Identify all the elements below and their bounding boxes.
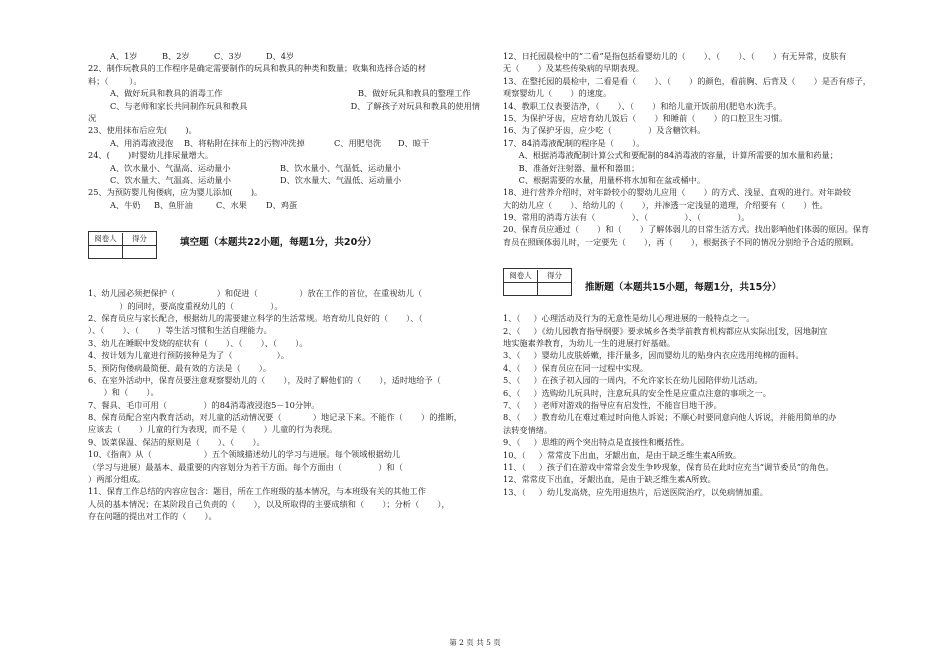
- question-text: 3、（ ）婴幼儿皮肤娇嫩，排汗量多，因而婴幼儿的贴身内衣应选用纯棉的面料。: [503, 350, 804, 361]
- option: B、饮水量小、气温低、运动量小: [280, 162, 401, 173]
- reviewer-label: 阅卷人: [504, 270, 538, 283]
- question-text: 法转变情绪。: [503, 424, 553, 435]
- question-text: 4、（ ）保育员应在同一过程中实现。: [503, 362, 649, 373]
- q21-options: [88, 50, 480, 62]
- question-text: 25、为预防婴儿佝偻病，应为婴儿添加( )。: [88, 187, 263, 198]
- q24-options-ab: [88, 162, 480, 174]
- question-text: 5、预防佝偻病最简便、最有效的方法是（ ）。: [88, 362, 272, 373]
- question-text: 2、保育员应与家长配合，根据幼儿的需要建立科学的生活常规。培育幼儿良好的（ ）、（: [88, 312, 423, 323]
- question-text: 24、( )时婴幼儿排尿量增大。: [88, 150, 214, 161]
- option: B、将粘附在抹布上的污物冲洗掉: [184, 137, 305, 148]
- page-number: 第 2 页 共 5 页: [449, 638, 501, 647]
- question-text: 料；（ ）。: [88, 75, 142, 86]
- question-text: 12、常常皮下出血，牙龈出血，是由于缺乏维生素A所致。: [503, 474, 716, 485]
- question-text: ）、（ ）、（ ）等生活习惯和生活自理能力。: [88, 325, 272, 336]
- fill-section-header: [88, 231, 480, 261]
- score-box: [88, 231, 157, 259]
- question-text: 存在问题的提出对工作的（ ）。: [88, 511, 217, 522]
- option: A、用消毒液浸泡: [110, 137, 174, 148]
- question-text: 应该去（ ）儿童的行为表现，而不是（ ）儿童的行为表现。: [88, 424, 338, 435]
- fill-questions-right: [503, 50, 907, 248]
- option: B、鱼肝油: [154, 199, 193, 210]
- judge-section-header: [503, 268, 907, 298]
- question-text: 2、（ ）《幼儿园教育指导纲要》要求城乡各类学前教育机构都应从实际出[发，因地制宜: [503, 325, 828, 336]
- question-text: 18、进行营养介绍时，对年龄较小的婴幼儿应用（ ）的方式、浅显、直观的进行。对年龄较: [503, 187, 851, 198]
- option: C、与老师和家长共同制作玩具和教具: [110, 100, 248, 111]
- question-text: 3、幼儿在睡眠中发烧的症状有（ ）、（ ）、（ ）。: [88, 337, 308, 348]
- q22-options-cd: [88, 100, 480, 112]
- option: C、饮水量大、气温高、运动量小: [110, 174, 231, 185]
- option: B、2岁: [162, 51, 190, 61]
- question-text: 大的幼儿应（ ）、给幼儿的（ ），并渗透一定浅显的道理，介绍要有（ ）性。: [503, 199, 828, 210]
- question-text: ）和（ ）。: [88, 387, 159, 398]
- score-label: 得分: [538, 270, 571, 283]
- score-box: [503, 268, 572, 296]
- reviewer-label: 阅卷人: [89, 233, 123, 246]
- q22-options-ab: [88, 87, 480, 99]
- question-text: 14、教职工仪表要洁净，（ ）、（ ）和给儿童开饭前用(肥皂水)洗手。: [503, 100, 782, 111]
- question-text: 7、（ ）老师对游戏的指导应有启发性，不能盲目地干涉。: [503, 399, 722, 410]
- option: A、1岁: [110, 51, 138, 61]
- question-text: 11、（ ）孩子们在游戏中常常会发生争吵现象，保育员在此时应充当“调节委员”的角色。: [503, 461, 834, 472]
- option: A、牛奶: [110, 199, 141, 210]
- option: C、用肥皂洗: [334, 137, 382, 148]
- option-continuation: 况: [88, 113, 97, 123]
- q25-options: [88, 199, 480, 211]
- question-text: 无（ ）及某些传染病的早期表现。: [503, 63, 645, 74]
- question-text: 17、84消毒液配制的程序是（ ）。: [503, 137, 645, 148]
- option: C、根据需要的水量，用量杯将水加和在盆或桶中。: [503, 174, 706, 185]
- question-text: 地实施素养教育，为幼儿一生的进展打好基础。: [503, 338, 675, 349]
- question-text: 10、《指南》从（ ）五个领域描述幼儿的学习与进展。每个领域根据幼儿: [88, 449, 401, 460]
- question-text: 13、在整托园的晨检中，二看是看（ ）、（ ）的颜色，看前胸、后背及（ ）是否有疹子，: [503, 75, 871, 86]
- option: C、3岁: [214, 51, 242, 61]
- question-text: 11、保育工作总结的内容应包含：题目，所在工作班级的基本情况，与本班级有关的其他工作: [88, 486, 426, 497]
- question-text: 1、幼儿园必须把保护（ ）和促进（ ）放在工作的首位，在重视幼儿（: [88, 288, 423, 299]
- question-text: 12、日托园晨检中的“二看”是指包括看婴幼儿的（ ）、（ ）、（ ）有无异常，皮肤有: [503, 51, 847, 61]
- question-text: （学习与进展）最基本、最重要的内容划分为若干方面。每个方面由（ ）和（: [88, 461, 403, 472]
- question-text: 人员的基本情况；在某阶段自己负责的（ ），以及所取得的主要成绩和（ ）；分析（ ），: [88, 498, 450, 509]
- q24-options-cd: [88, 174, 480, 186]
- question-text: 13、（ ）幼儿发高烧，应先用退热片，后送医院治疗，以免病情加重。: [503, 486, 768, 497]
- question-text: 6、（ ）选购幼儿玩具时，注意玩具的安全性是应重点注意的事项之一。: [503, 387, 771, 398]
- question-text: 4、按计划为儿童进行预防接种是为了（ ）。: [88, 350, 289, 361]
- section-title: 推断题（本题共15小题，每题1分，共15分）: [585, 282, 782, 294]
- score-label: 得分: [123, 233, 156, 246]
- option: D、了解孩子对玩具和教具的使用情: [350, 100, 480, 111]
- question-text: 6、在室外活动中，保育员要注意观察婴幼儿的（ ），及时了解他们的（ ），适时地给予（: [88, 374, 441, 385]
- question-text: ）两部分组成。: [88, 474, 146, 485]
- question-text: 观察婴幼儿（ ）的速度。: [503, 88, 612, 99]
- question-text: 15、为保护牙齿，应培育幼儿饭后（ ）和睡前（ ）的口腔卫生习惯。: [503, 112, 788, 123]
- option: B、做好玩具和教具的整理工作: [358, 88, 471, 99]
- question-text: 9、饭菜保温、保洁的原则是（ ）、（ ）。: [88, 436, 265, 447]
- question-text: ）的同时，要高度重视幼儿的（ ）。: [88, 300, 283, 311]
- option: D、饮水量大、气温低、运动量小: [280, 174, 402, 185]
- question-text: 10、（ ）常常皮下出血，牙龈出血，是由于缺乏维生素A所致。: [503, 449, 742, 460]
- option: D、鸡蛋: [266, 199, 298, 210]
- question-text: 20、保育员应通过（ ）和（ ）了解体弱儿的日常生活方式。找出影响他们体弱的原因。保育: [503, 224, 870, 235]
- question-text: 育员在照顾体弱儿时，一定要先（ ），再（ ），根据孩子不同的情况分别给予合适的照顾。: [503, 236, 859, 247]
- left-column: [88, 50, 480, 523]
- question-text: 1、（ ）心理活动及行为的无意性是幼儿心理进展的一般特点之一。: [503, 313, 755, 324]
- option: B、准备好注射器、量杯和器皿；: [503, 162, 640, 173]
- judge-questions: [503, 312, 907, 498]
- option: A、饮水量小、气温高、运动量小: [110, 162, 231, 173]
- question-text: 16、为了保护牙齿，应少吃（ ）及含糖饮料。: [503, 125, 706, 136]
- question-text: 23、使用抹布后应先( )。: [88, 125, 197, 136]
- option: C、水果: [216, 199, 247, 210]
- question-text: 9、（ ）思维的两个突出特点是直接性和概括性。: [503, 437, 690, 448]
- right-column: [503, 50, 907, 498]
- section-title: 填空题（本题共22小题，每题1分，共20分）: [180, 237, 377, 249]
- question-text: 22、制作玩教具的工作程序是确定需要制作的玩具和教具的种类和数量；收集和选择合适的材: [88, 63, 426, 74]
- question-text: 5、（ ）在孩子初入园的一周内，不允许家长在幼儿园陪伴幼儿活动。: [503, 375, 763, 386]
- option: A、做好玩具和教具的消毒工作: [110, 88, 223, 99]
- option: D、4岁: [266, 51, 295, 61]
- option: A、根据消毒液配制计算公式和要配制的84消毒液的容量，计算所需要的加水量和药量；: [503, 150, 838, 161]
- fill-questions-left: [88, 287, 480, 522]
- question-text: 19、常用的消毒方法有（ ）、（ ）、（ ）。: [503, 212, 750, 223]
- question-text: 7、餐具、毛巾可用（ ）的84消毒液浸泡5－10分钟。: [88, 399, 320, 410]
- q23-options: [88, 137, 480, 149]
- option: D、晾干: [398, 137, 430, 148]
- question-text: 8、（ ）教育幼儿在难过难过时向他人诉说；不顺心时要同意向他人诉说，并能用简单的办: [503, 412, 837, 423]
- question-text: 8、保育员配合室内教育活动，对儿童的活动情况要（ ）地记录下来。不能作（ ）的推断，: [88, 412, 462, 423]
